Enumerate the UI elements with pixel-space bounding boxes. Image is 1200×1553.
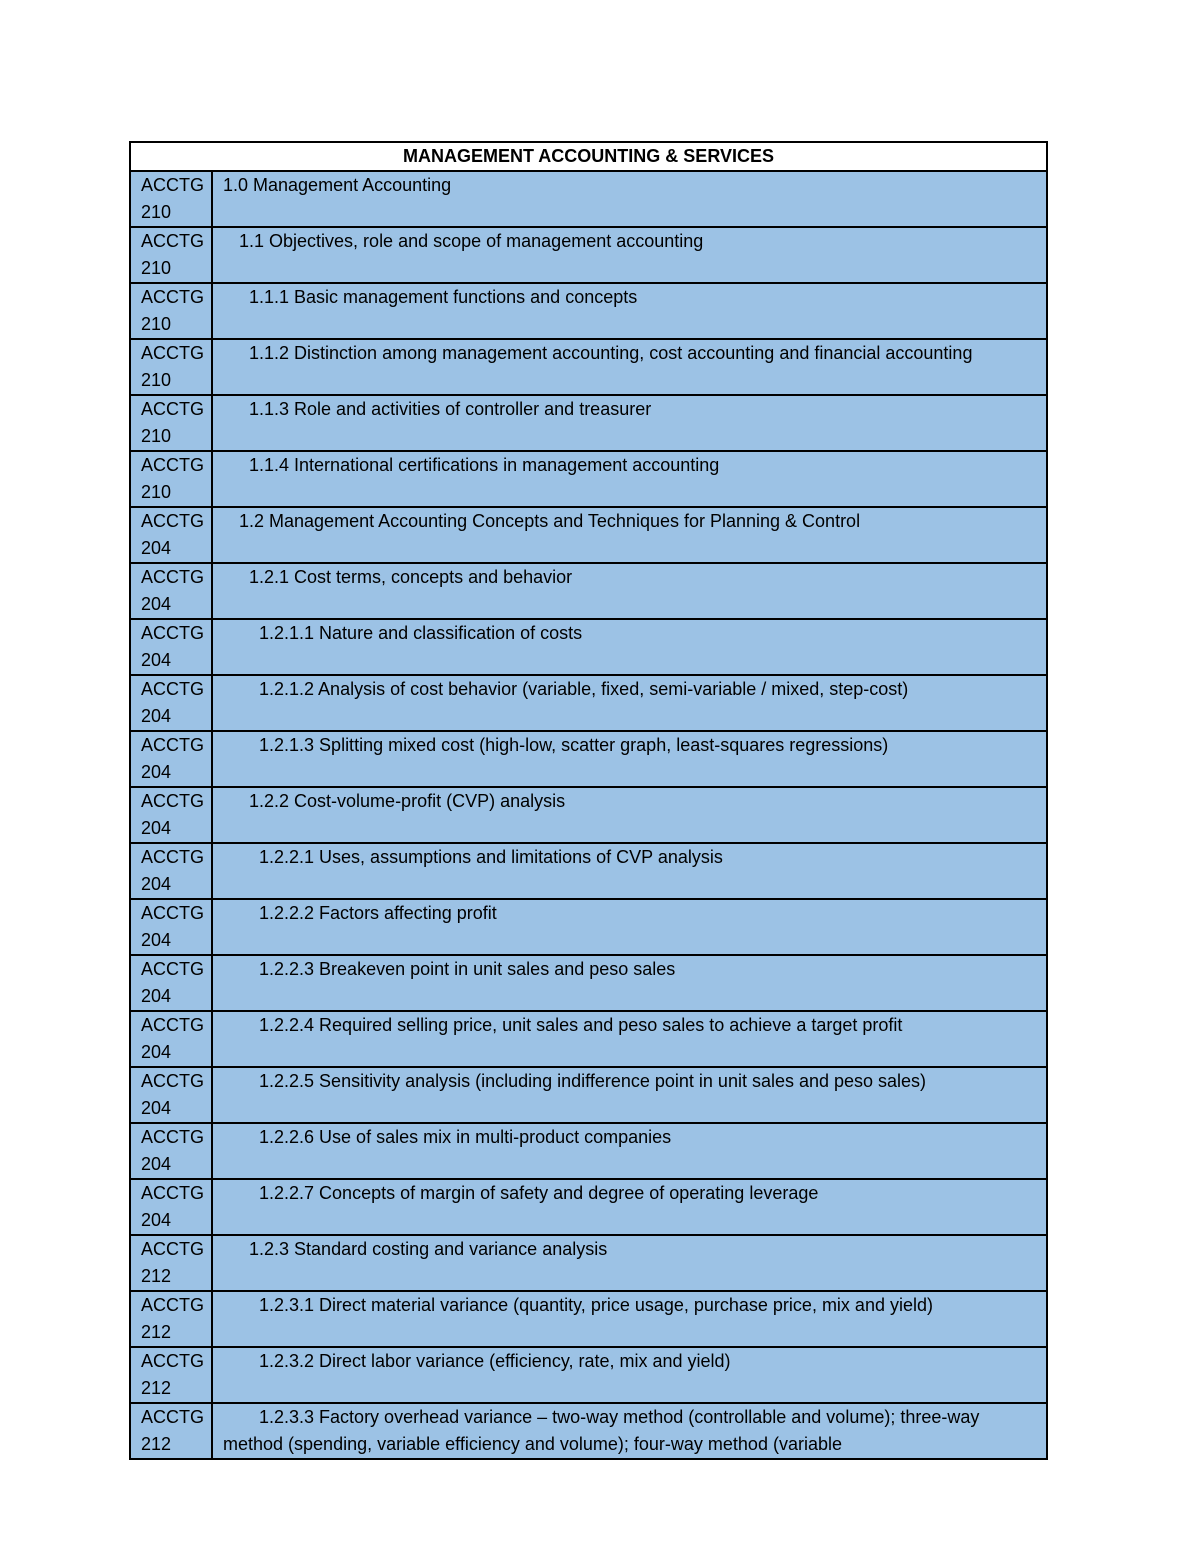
table-row — [130, 1403, 1047, 1459]
course-code-cell: ACCTG 210 — [130, 395, 212, 451]
table-row — [130, 1067, 1047, 1123]
topic-cell — [212, 843, 1047, 899]
topic-cell — [212, 1235, 1047, 1291]
topic-cell — [212, 1403, 1047, 1459]
course-code-cell: ACCTG 210 — [130, 283, 212, 339]
topic-cell — [212, 1347, 1047, 1403]
topic-text: 1.2 Management Accounting Concepts and Techniques for Planning & Control — [239, 511, 861, 531]
topic-text: 1.1.4 International certifications in management accounting — [249, 455, 720, 475]
topic-cell — [212, 227, 1047, 283]
topic-cell — [212, 1179, 1047, 1235]
course-code-cell: ACCTG 212 — [130, 1403, 212, 1459]
topic-cell — [212, 563, 1047, 619]
topic-text: 1.0 Management Accounting — [223, 175, 452, 195]
course-code-cell: ACCTG 204 — [130, 1123, 212, 1179]
topic-text: 1.2.2.7 Concepts of margin of safety and degree of operating leverage — [259, 1183, 819, 1203]
table-row — [130, 731, 1047, 787]
table-row — [130, 563, 1047, 619]
course-code-cell: ACCTG 212 — [130, 1347, 212, 1403]
table-row — [130, 339, 1047, 395]
course-code-cell: ACCTG 204 — [130, 619, 212, 675]
table-row — [130, 899, 1047, 955]
topic-text: 1.1 Objectives, role and scope of management accounting — [239, 231, 704, 251]
topic-text: 1.1.3 Role and activities of controller and treasurer — [249, 399, 652, 419]
course-code-cell: ACCTG 204 — [130, 899, 212, 955]
table-row — [130, 1011, 1047, 1067]
course-code-cell: ACCTG 212 — [130, 1291, 212, 1347]
topic-cell — [212, 1067, 1047, 1123]
course-code-cell: ACCTG 204 — [130, 563, 212, 619]
course-code-cell: ACCTG 210 — [130, 339, 212, 395]
table-row — [130, 1235, 1047, 1291]
topic-cell — [212, 1123, 1047, 1179]
syllabus-table — [129, 141, 1048, 1460]
topic-cell — [212, 283, 1047, 339]
course-code-cell: ACCTG 204 — [130, 1011, 212, 1067]
topic-cell — [212, 731, 1047, 787]
topic-text: 1.1.1 Basic management functions and concepts — [249, 287, 638, 307]
topic-text: 1.2.2.4 Required selling price, unit sales and peso sales to achieve a target profit — [259, 1015, 903, 1035]
topic-cell — [212, 619, 1047, 675]
topic-text: 1.2.3.2 Direct labor variance (efficiency, rate, mix and yield) — [259, 1351, 731, 1371]
topic-text: 1.2.2 Cost-volume-profit (CVP) analysis — [249, 791, 566, 811]
title-row — [130, 142, 1047, 171]
topic-cell — [212, 675, 1047, 731]
topic-text: 1.1.2 Distinction among management accounting, cost accounting and financial accounting — [249, 343, 973, 363]
topic-text: 1.2.3.1 Direct material variance (quantity, price usage, purchase price, mix and yield) — [259, 1295, 933, 1315]
topic-cell — [212, 395, 1047, 451]
course-code-cell: ACCTG 204 — [130, 675, 212, 731]
table-body — [130, 142, 1047, 1459]
course-code-cell: ACCTG 204 — [130, 731, 212, 787]
course-code-cell: ACCTG 212 — [130, 1235, 212, 1291]
topic-cell — [212, 1011, 1047, 1067]
topic-cell — [212, 171, 1047, 227]
table-row — [130, 675, 1047, 731]
table-row — [130, 1347, 1047, 1403]
topic-cell — [212, 507, 1047, 563]
table-row — [130, 843, 1047, 899]
topic-cell — [212, 787, 1047, 843]
topic-text: 1.2.2.5 Sensitivity analysis (including indifference point in unit sales and peso sales) — [259, 1071, 927, 1091]
table-row — [130, 451, 1047, 507]
course-code-cell: ACCTG 204 — [130, 787, 212, 843]
table-row — [130, 171, 1047, 227]
table-row — [130, 227, 1047, 283]
topic-text: 1.2.2.1 Uses, assumptions and limitations of CVP analysis — [259, 847, 723, 867]
table-row — [130, 787, 1047, 843]
topic-text: 1.2.2.2 Factors affecting profit — [259, 903, 497, 923]
topic-cell — [212, 1291, 1047, 1347]
table-row — [130, 395, 1047, 451]
table-row — [130, 1123, 1047, 1179]
topic-cell — [212, 451, 1047, 507]
topic-text: 1.2.2.3 Breakeven point in unit sales and peso sales — [259, 959, 676, 979]
topic-cell — [212, 955, 1047, 1011]
course-code-cell: ACCTG 204 — [130, 1067, 212, 1123]
table-row — [130, 1179, 1047, 1235]
table-row — [130, 283, 1047, 339]
topic-text: 1.2.1.3 Splitting mixed cost (high-low, scatter graph, least-squares regressions) — [259, 735, 889, 755]
table-row — [130, 955, 1047, 1011]
topic-text: 1.2.2.6 Use of sales mix in multi-product companies — [259, 1127, 672, 1147]
topic-cell — [212, 899, 1047, 955]
table-row — [130, 507, 1047, 563]
topic-text: 1.2.1.1 Nature and classification of costs — [259, 623, 583, 643]
table-title: MANAGEMENT ACCOUNTING & SERVICES — [130, 142, 1047, 171]
topic-text: 1.2.1 Cost terms, concepts and behavior — [249, 567, 573, 587]
topic-cell — [212, 339, 1047, 395]
course-code-cell: ACCTG 204 — [130, 955, 212, 1011]
table-row — [130, 619, 1047, 675]
course-code-cell: ACCTG 204 — [130, 843, 212, 899]
course-code-cell: ACCTG 210 — [130, 451, 212, 507]
course-code-cell: ACCTG 204 — [130, 1179, 212, 1235]
topic-text: 1.2.3 Standard costing and variance analysis — [249, 1239, 608, 1259]
course-code-cell: ACCTG 204 — [130, 507, 212, 563]
table-row — [130, 1291, 1047, 1347]
course-code-cell: ACCTG 210 — [130, 171, 212, 227]
topic-text: 1.2.3.3 Factory overhead variance – two-way method (controllable and volume); three-way method (spending, variable efficiency and volume); four-way method (variable — [223, 1407, 980, 1454]
topic-text: 1.2.1.2 Analysis of cost behavior (variable, fixed, semi-variable / mixed, step-cost) — [259, 679, 909, 699]
course-code-cell: ACCTG 210 — [130, 227, 212, 283]
